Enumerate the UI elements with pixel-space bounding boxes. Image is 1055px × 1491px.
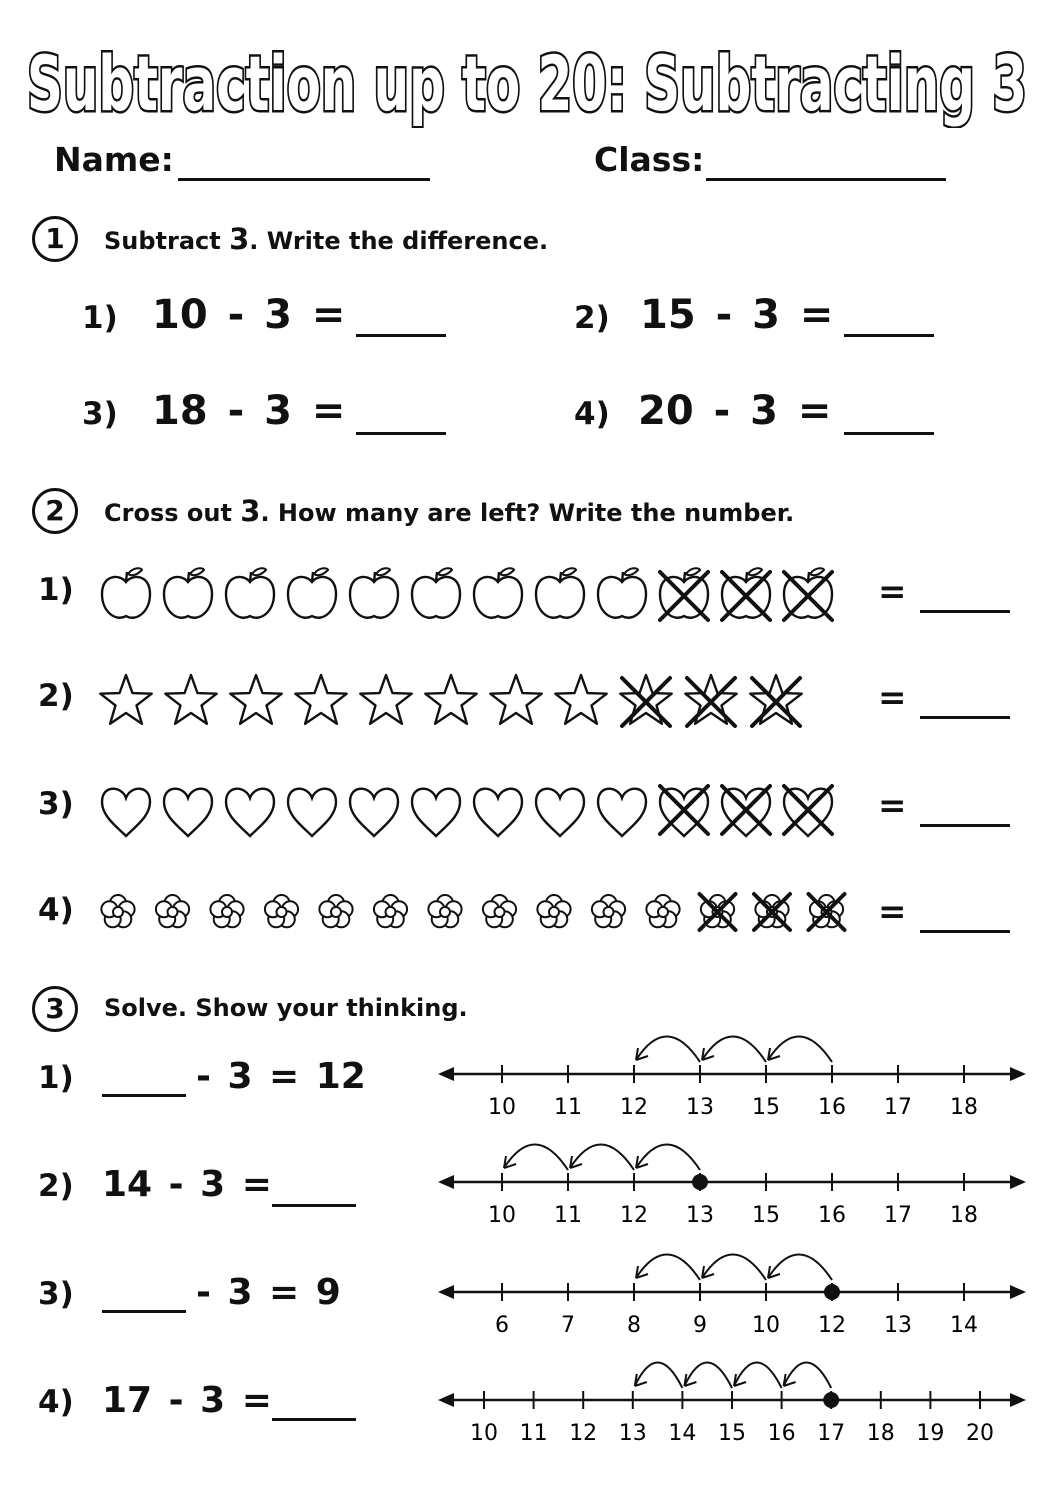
jump-arc: [636, 1254, 700, 1280]
s2-r3-answer[interactable]: [920, 792, 1010, 827]
tick-label: 15: [752, 1203, 780, 1228]
s2-r4-answer[interactable]: [920, 898, 1010, 933]
apple-icon[interactable]: [536, 568, 584, 618]
heart-icon[interactable]: [102, 789, 150, 836]
heart-icon[interactable]: [722, 786, 770, 836]
heart-icon[interactable]: [598, 789, 646, 836]
tick-label: 18: [866, 1421, 895, 1446]
section-3-number: 3: [32, 986, 78, 1032]
s3-p2-expression: 14 - 3 =: [102, 1164, 272, 1205]
s1-p3-label: 3): [82, 396, 118, 432]
name-field[interactable]: [178, 146, 430, 181]
tick-label: 16: [818, 1203, 846, 1228]
tick-label: 10: [470, 1421, 498, 1446]
arrow-left-icon: [438, 1175, 454, 1189]
tick-label: 15: [718, 1421, 746, 1446]
star-icon[interactable]: [360, 675, 411, 724]
flower-icon[interactable]: [210, 895, 243, 927]
tick-label: 7: [561, 1313, 575, 1338]
s3-p4-answer[interactable]: [272, 1386, 356, 1421]
section-2-instruction-pre: Cross out: [104, 499, 241, 527]
s1-p4-expression: 20 - 3 =: [638, 388, 832, 434]
s3-p1-label: 1): [38, 1060, 74, 1096]
s2-r2-label: 2): [38, 678, 74, 714]
star-icon[interactable]: [230, 675, 281, 724]
heart-icon[interactable]: [536, 789, 584, 836]
tick-label: 17: [884, 1095, 912, 1120]
apple-icon[interactable]: [412, 568, 460, 618]
s1-p2-answer[interactable]: [844, 300, 934, 337]
tick-label: 17: [817, 1421, 846, 1446]
star-row: [96, 664, 856, 736]
tick-label: 12: [569, 1421, 598, 1446]
tick-label: 11: [554, 1095, 582, 1120]
flower-icon[interactable]: [374, 895, 407, 927]
s3-p4-label: 4): [38, 1384, 74, 1420]
tick-label: 10: [752, 1313, 780, 1338]
arrow-left-icon: [438, 1067, 454, 1081]
tick-label: 10: [488, 1095, 516, 1120]
section-2-instruction-post: . How many are left? Write the number.: [260, 499, 795, 527]
tick-label: 12: [818, 1313, 846, 1338]
section-2-number: 2: [32, 488, 78, 534]
arrow-left-icon: [438, 1393, 454, 1407]
star-icon[interactable]: [685, 675, 736, 726]
arrow-right-icon: [1010, 1067, 1026, 1081]
s1-p4-answer[interactable]: [844, 398, 934, 435]
section-1-number: 1: [32, 216, 78, 262]
jump-arc: [702, 1036, 766, 1062]
number-line-2: [432, 1134, 1032, 1234]
tick-label: 13: [884, 1313, 912, 1338]
tick-label: 18: [950, 1095, 978, 1120]
tick-label: 13: [618, 1421, 647, 1446]
tick-label: 9: [693, 1313, 707, 1338]
star-icon[interactable]: [165, 675, 216, 724]
flower-icon[interactable]: [156, 895, 189, 927]
arrow-right-icon: [1010, 1393, 1026, 1407]
s3-p2-label: 2): [38, 1168, 74, 1204]
apple-icon[interactable]: [474, 568, 522, 618]
heart-row: [96, 772, 856, 844]
s3-p2-answer[interactable]: [272, 1172, 356, 1207]
flower-icon[interactable]: [646, 895, 679, 927]
arrow-right-icon: [1010, 1285, 1026, 1299]
apple-icon[interactable]: [598, 568, 646, 618]
s3-p4-expression: 17 - 3 =: [102, 1380, 272, 1421]
apple-icon[interactable]: [226, 568, 274, 618]
class-label: Class:: [594, 140, 705, 179]
number-line-4: [432, 1352, 1032, 1452]
tick-label: 8: [627, 1313, 641, 1338]
s3-p3-label: 3): [38, 1276, 74, 1312]
s2-r4-equals: =: [878, 892, 907, 932]
tick-label: 14: [950, 1313, 978, 1338]
heart-icon[interactable]: [660, 786, 708, 836]
s1-p3-answer[interactable]: [356, 398, 446, 435]
apple-icon[interactable]: [164, 568, 212, 618]
jump-arc: [636, 1036, 700, 1062]
star-icon[interactable]: [555, 675, 606, 724]
apple-icon[interactable]: [722, 568, 770, 620]
cross-out-mark: [660, 786, 708, 834]
tick-label: 17: [884, 1203, 912, 1228]
star-icon[interactable]: [295, 675, 346, 724]
jump-arc: [504, 1144, 568, 1170]
s1-p3-expression: 18 - 3 =: [152, 388, 346, 434]
heart-icon[interactable]: [412, 789, 460, 836]
number-line-3: [432, 1244, 1032, 1344]
tick-label: 13: [686, 1203, 714, 1228]
arrow-right-icon: [1010, 1175, 1026, 1189]
jump-arc: [570, 1144, 634, 1170]
heart-icon[interactable]: [350, 789, 398, 836]
worksheet-title-text: Subtraction up to 20: Subtracting 3: [27, 39, 1027, 128]
jump-arc: [636, 1144, 700, 1170]
section-1-instruction-post: . Write the difference.: [249, 227, 549, 255]
heart-icon[interactable]: [226, 789, 274, 836]
tick-label: 16: [767, 1421, 796, 1446]
s1-p4-label: 4): [574, 396, 610, 432]
s2-r1-label: 1): [38, 572, 74, 608]
s1-p2-label: 2): [574, 300, 610, 336]
name-label: Name:: [54, 140, 174, 179]
flower-icon[interactable]: [754, 894, 790, 930]
s2-r2-equals: =: [878, 678, 907, 718]
star-icon[interactable]: [100, 675, 151, 724]
tick-label: 18: [950, 1203, 978, 1228]
apple-icon[interactable]: [102, 568, 150, 618]
heart-icon[interactable]: [288, 789, 336, 836]
s1-p2-expression: 15 - 3 =: [640, 292, 834, 338]
s2-r1-answer[interactable]: [920, 578, 1010, 613]
flower-icon[interactable]: [101, 895, 134, 927]
s2-r2-answer[interactable]: [920, 684, 1010, 719]
tick-label: 11: [519, 1421, 548, 1446]
flower-row: [92, 884, 862, 944]
heart-icon[interactable]: [474, 789, 522, 836]
apple-row: [96, 558, 856, 630]
heart-icon[interactable]: [784, 786, 832, 836]
star-icon[interactable]: [425, 675, 476, 724]
s3-p3-answer[interactable]: [102, 1278, 186, 1313]
s2-r3-equals: =: [878, 786, 907, 826]
tick-label: 12: [620, 1095, 648, 1120]
s2-r4-label: 4): [38, 892, 74, 928]
start-dot: [824, 1284, 840, 1300]
worksheet-title: [0, 18, 1055, 128]
flower-icon[interactable]: [809, 894, 845, 930]
tick-label: 11: [554, 1203, 582, 1228]
number-line-1: [432, 1026, 1032, 1126]
jump-arc: [768, 1036, 832, 1062]
apple-icon[interactable]: [784, 568, 832, 620]
heart-icon[interactable]: [164, 789, 212, 836]
tick-label: 16: [818, 1095, 846, 1120]
tick-label: 14: [668, 1421, 697, 1446]
tick-label: 20: [966, 1421, 994, 1446]
star-icon[interactable]: [620, 675, 671, 726]
start-dot: [823, 1392, 839, 1408]
apple-icon[interactable]: [660, 568, 708, 620]
tick-label: 10: [488, 1203, 516, 1228]
tick-label: 6: [495, 1313, 509, 1338]
s2-r3-label: 3): [38, 786, 74, 822]
section-2-instruction-num: 3: [240, 494, 261, 528]
flower-icon[interactable]: [483, 895, 516, 927]
cross-out-mark: [722, 786, 770, 834]
flower-icon[interactable]: [700, 894, 736, 930]
jump-arc: [702, 1254, 766, 1280]
section-3-instruction: Solve. Show your thinking.: [104, 994, 468, 1022]
tick-label: 19: [916, 1421, 945, 1446]
cross-out-mark: [784, 786, 832, 834]
arrow-left-icon: [438, 1285, 454, 1299]
s1-p1-answer[interactable]: [356, 300, 446, 337]
star-icon[interactable]: [750, 675, 801, 726]
s3-p3-expression: - 3 = 9: [196, 1272, 341, 1313]
s3-p1-expression: - 3 = 12: [196, 1056, 366, 1097]
tick-label: 12: [620, 1203, 648, 1228]
tick-label: 13: [686, 1095, 714, 1120]
start-dot: [692, 1174, 708, 1190]
section-2-instruction: [104, 494, 794, 528]
s1-p1-label: 1): [82, 300, 118, 336]
s1-p1-expression: 10 - 3 =: [152, 292, 346, 338]
s2-r1-equals: =: [878, 572, 907, 612]
tick-label: 15: [752, 1095, 780, 1120]
flower-icon[interactable]: [265, 895, 298, 927]
class-field[interactable]: [706, 146, 946, 181]
apple-icon[interactable]: [350, 568, 398, 618]
jump-arc: [768, 1254, 832, 1280]
flower-icon[interactable]: [319, 895, 352, 927]
section-1-instruction: [104, 222, 548, 256]
star-icon[interactable]: [490, 675, 541, 724]
flower-icon[interactable]: [537, 895, 570, 927]
apple-icon[interactable]: [288, 568, 336, 618]
s3-p1-answer[interactable]: [102, 1062, 186, 1097]
section-1-instruction-num: 3: [229, 222, 250, 256]
flower-icon[interactable]: [592, 895, 625, 927]
flower-icon[interactable]: [428, 895, 461, 927]
section-1-instruction-pre: Subtract: [104, 227, 230, 255]
